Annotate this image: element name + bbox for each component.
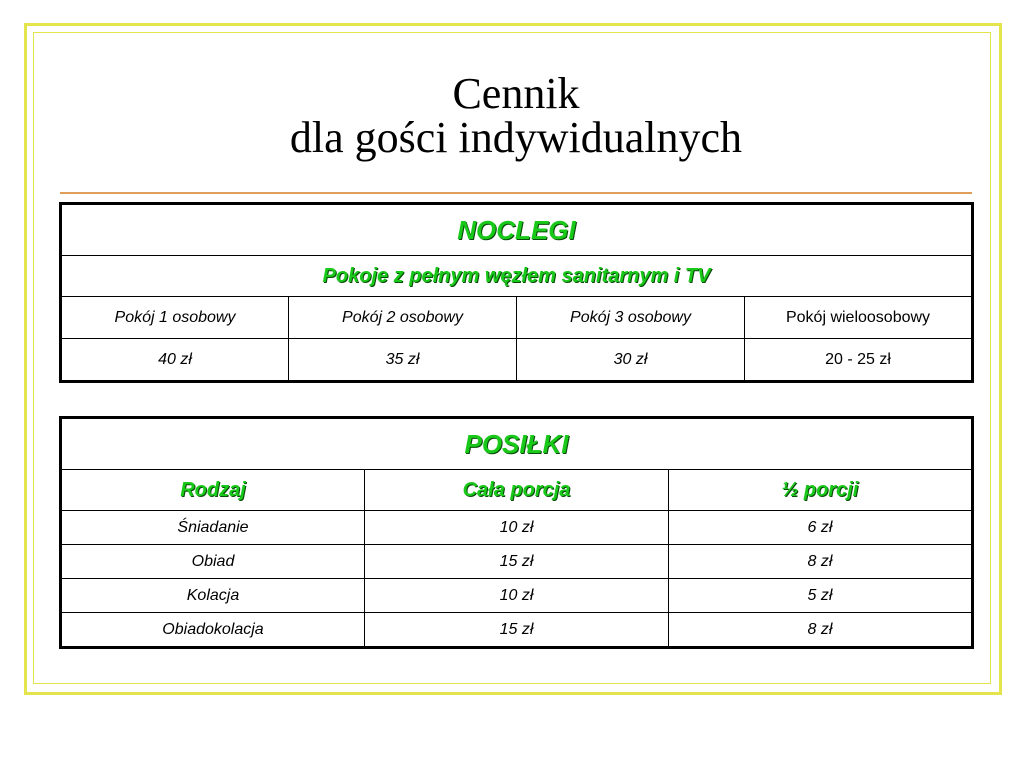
slide-title (0, 69, 1024, 162)
meal-name-cell: Obiadokolacja (61, 613, 365, 648)
room-type-cell: Pokój 1 osobowy (61, 297, 289, 339)
meal-full-price-cell: 15 zł (365, 613, 669, 648)
table-row (61, 579, 973, 613)
meal-name-cell: Kolacja (61, 579, 365, 613)
accommodation-heading: NOCLEGI (61, 204, 973, 256)
meal-full-price-cell: 15 zł (365, 545, 669, 579)
meals-price-table (59, 416, 974, 649)
room-type-cell: Pokój 3 osobowy (517, 297, 745, 339)
table-row (61, 511, 973, 545)
meals-column-header: Cała porcja (365, 470, 669, 511)
title-line-1: Cennik (452, 69, 580, 118)
meal-half-price-cell: 8 zł (669, 613, 973, 648)
meal-full-price-cell: 10 zł (365, 579, 669, 613)
table-row (61, 613, 973, 648)
meals-column-header: Rodzaj (61, 470, 365, 511)
meal-half-price-cell: 6 zł (669, 511, 973, 545)
room-price-cell: 40 zł (61, 339, 289, 382)
meal-full-price-cell: 10 zł (365, 511, 669, 545)
accommodation-subheading: Pokoje z pełnym węzłem sanitarnym i TV (61, 256, 973, 297)
room-type-cell: Pokój wieloosobowy (745, 297, 973, 339)
meals-heading: POSIŁKI (61, 418, 973, 470)
room-price-cell: 35 zł (289, 339, 517, 382)
meal-name-cell: Obiad (61, 545, 365, 579)
table-row (61, 545, 973, 579)
meals-column-header: ½ porcji (669, 470, 973, 511)
meal-name-cell: Śniadanie (61, 511, 365, 545)
meal-half-price-cell: 5 zł (669, 579, 973, 613)
room-price-cell: 20 - 25 zł (745, 339, 973, 382)
title-line-2: dla gości indywidualnych (289, 113, 743, 162)
room-price-cell: 30 zł (517, 339, 745, 382)
meal-half-price-cell: 8 zł (669, 545, 973, 579)
accommodation-price-table (59, 202, 974, 383)
room-type-cell: Pokój 2 osobowy (289, 297, 517, 339)
title-divider (60, 192, 972, 194)
